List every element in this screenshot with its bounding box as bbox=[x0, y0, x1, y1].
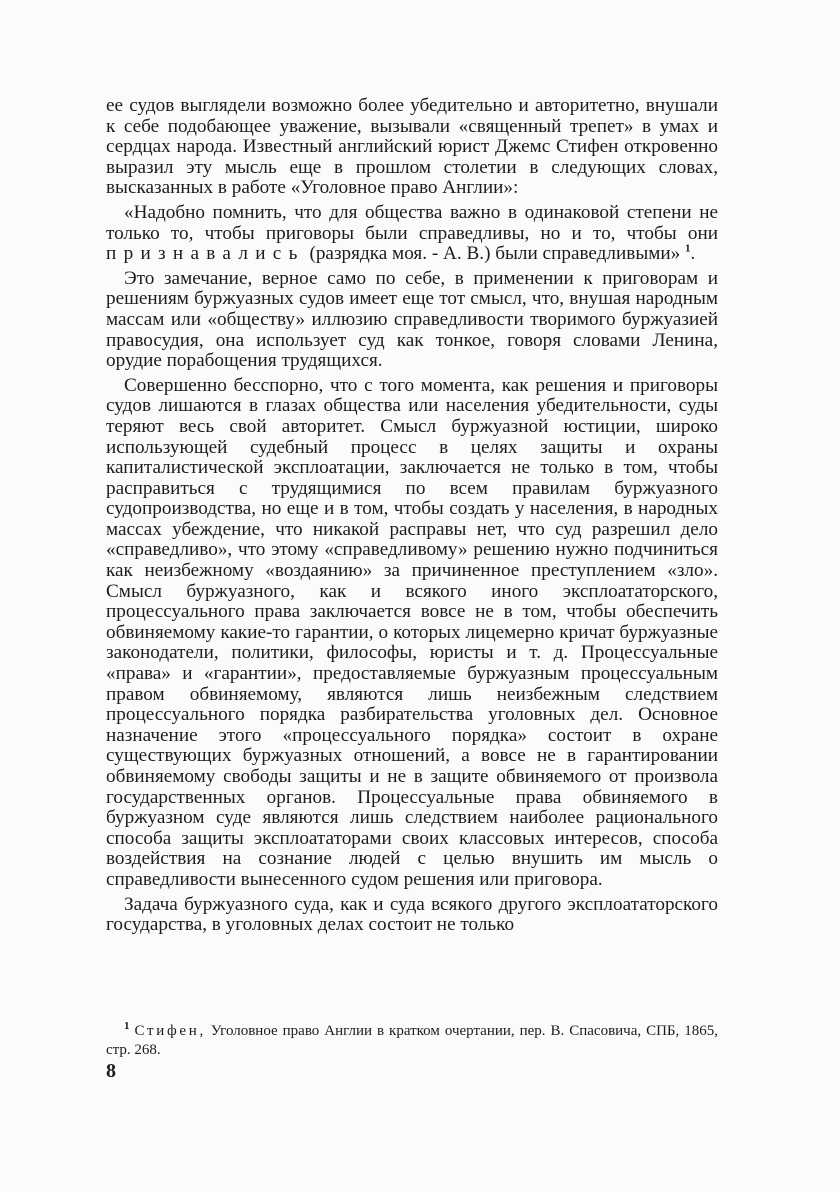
footnote-author: Стифен, bbox=[134, 1023, 206, 1039]
footnote-marker: 1 bbox=[124, 1020, 130, 1032]
footnote-reference: 1 bbox=[685, 242, 691, 255]
spaced-emphasis: признавались bbox=[106, 243, 305, 265]
paragraph-4: Совершенно бесспорно, что с того момента, как решения и приговоры судов лишаются в глазах общества или населения убедительности, суды теряют весь свой авторитет. Смысл буржуазной юстиции, широко использующей судебный процесс в целях защиты и охраны капиталистической эксплоатации, заключается не только в том, чтобы расправиться с трудящимися по всем правилам буржуазного судопроизводства, но еще и в том, чтобы создать у населения, в народных массах убеждение, что никакой расправы нет, что суд разрешил дело «справедливо», что этому «справедливому» решению нужно подчиниться как неизбежному «воздаянию» за причиненное преступлением «зло». Смысл буржуазного, как и всякого иного эксплоататорского, процессуального права заключается вовсе не в том, чтобы обеспечить обвиняемому какие-то гарантии, о которых лицемерно кричат буржуазные законодатели, политики, философы, юристы и т. д. Процессуальные «права» и «гарантии», предоставляемые буржуазным процессуальным правом обвиняемому, являются лишь неизбежным следствием процессуального порядка разбирательства уголовных дел. Основное назначение этого «процессуального порядка» состоит в охране существующих буржуазных отношений, а вовсе не в гарантировании обвиняемому свободы защиты и не в защите обвиняемого от произвола государственных органов. Процессуальные права обвиняемого в буржуазном суде являются лишь следствием наиболее рационального способа защиты эксплоататорами своих классовых интересов, способа воздействия на сознание людей с целью внушить им мысль о справедливости вынесенного судом решения или приговора. bbox=[106, 374, 718, 890]
page-number: 8 bbox=[106, 1060, 116, 1082]
quote-text-start: «Надобно помнить, что для общества важно в одинаковой степени не только то, чтобы приговоры были справедливы, но и то, чтобы они bbox=[106, 201, 718, 244]
paragraph-1: ее судов выглядели возможно более убедительно и авторитетно, внушали к себе подобающее уважение, вызывали «священный трепет» в умах и сердцах народа. Известный английский юрист Джемс Стифен откровенно выразил эту мысль еще в прошлом столетии в следующих словах, высказанных в работе «Уголовное право Англии»: bbox=[106, 95, 718, 199]
paragraph-2-quote: «Надобно помнить, что для общества важно в одинаковой степени не только то, чтобы приговоры были справедливы, но и то, чтобы они признавались (разрядка моя. - А. В.) были справедливыми» $^1$. bbox=[106, 201, 718, 265]
paragraph-5: Задача буржуазного суда, как и суда всякого другого эксплоататорского государства, в уголовных делах состоит не только bbox=[106, 893, 718, 936]
quote-text-end: (разрядка моя. - А. В.) были справедливыми» bbox=[304, 243, 681, 265]
paragraph-3: Это замечание, верное само по себе, в применении к приговорам и решениям буржуазных судов имеет еще тот смысл, что, внушая народным массам или «обществу» иллюзию справедливости творимого буржуазией правосудия, она использует суд как тонкое, говоря словами Ленина, орудие порабощения трудящихся. bbox=[106, 267, 718, 372]
footnote bbox=[106, 1022, 718, 1060]
footnote-text: Уголовное право Англии в кратком очертании, пер. В. Спасовича, СПБ, 1865, стр. 268. bbox=[106, 1023, 718, 1058]
main-text bbox=[106, 96, 718, 940]
